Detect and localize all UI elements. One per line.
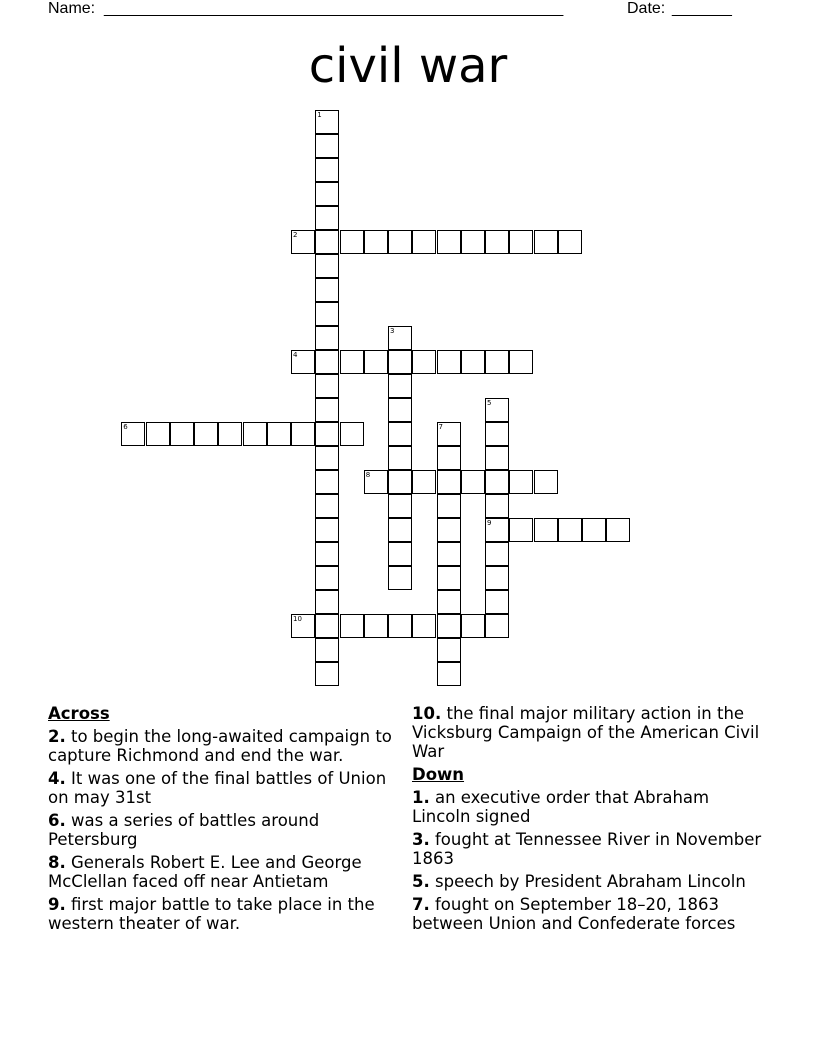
grid-cell[interactable] <box>485 614 509 638</box>
grid-cell[interactable] <box>412 230 436 254</box>
grid-cell[interactable] <box>364 350 388 374</box>
grid-cell[interactable] <box>485 470 509 494</box>
grid-cell[interactable] <box>315 542 339 566</box>
cell-number: 5 <box>487 399 492 407</box>
grid-cell[interactable] <box>485 350 509 374</box>
grid-cell[interactable] <box>315 230 339 254</box>
grid-cell[interactable] <box>437 542 461 566</box>
page-title: civil war <box>308 38 508 94</box>
date-label: Date: <box>627 0 666 17</box>
grid-cell[interactable] <box>412 350 436 374</box>
grid-cell[interactable] <box>388 470 412 494</box>
grid-cell[interactable] <box>121 422 145 446</box>
grid-cell[interactable] <box>388 350 412 374</box>
grid-cell[interactable] <box>315 662 339 686</box>
clue-text: to begin the long-awaited campaign to capture Richmond and end the war. <box>48 727 392 765</box>
grid-cell[interactable] <box>388 518 412 542</box>
grid-cell[interactable] <box>291 614 315 638</box>
cell-number: 8 <box>365 471 371 479</box>
grid-cell[interactable] <box>485 422 509 446</box>
clue-text: fought on September 18–20, 1863 between Union and Confederate forces <box>412 895 736 933</box>
grid-cell[interactable] <box>509 350 533 374</box>
grid-cell[interactable] <box>461 350 485 374</box>
clues-right-column <box>412 704 772 937</box>
grid-cell[interactable] <box>437 470 461 494</box>
grid-cell[interactable] <box>315 566 339 590</box>
grid-cell[interactable] <box>437 494 461 518</box>
clue-number: 1. <box>412 788 430 807</box>
grid-cell[interactable] <box>388 374 412 398</box>
grid-cell[interactable] <box>437 638 461 662</box>
name-label: Name: <box>48 0 96 17</box>
grid-cell[interactable] <box>485 518 509 542</box>
grid-cell[interactable] <box>315 518 339 542</box>
clue-text: was a series of battles around Petersburg <box>48 811 320 849</box>
clue-number: 5. <box>412 872 430 891</box>
cell-number: 2 <box>293 231 298 239</box>
grid-cell[interactable] <box>315 398 339 422</box>
clue-text: the final major military action in the Vicksburg Campaign of the American Civil War <box>412 704 760 761</box>
cell-number: 3 <box>390 327 395 335</box>
clue-text: speech by President Abraham Lincoln <box>429 872 746 891</box>
grid-cell[interactable] <box>437 230 461 254</box>
clue-number: 4. <box>48 769 66 788</box>
date-line[interactable]: _______ <box>672 0 732 17</box>
name-line[interactable]: ______________________________________________________ <box>104 0 563 17</box>
clue-item <box>412 830 772 868</box>
grid-cell[interactable] <box>315 206 339 230</box>
grid-cell[interactable] <box>315 254 339 278</box>
grid-cell[interactable] <box>485 566 509 590</box>
grid-cell[interactable] <box>485 590 509 614</box>
grid-cell[interactable] <box>291 422 315 446</box>
clue-text: fought at Tennessee River in November 1863 <box>412 830 762 868</box>
grid-cell[interactable] <box>146 422 170 446</box>
clue-item <box>48 769 408 807</box>
cell-number: 6 <box>123 423 128 431</box>
grid-cell[interactable] <box>461 614 485 638</box>
grid-cell[interactable] <box>388 542 412 566</box>
grid-cell[interactable] <box>315 590 339 614</box>
cell-number: 4 <box>293 351 298 359</box>
across-clue-list <box>48 727 408 933</box>
grid-cell[interactable] <box>315 110 339 134</box>
clue-item <box>412 895 772 933</box>
clue-text: Generals Robert E. Lee and George McClellan faced off near Antietam <box>48 853 362 891</box>
grid-cell[interactable] <box>315 614 339 638</box>
clue-number: 9. <box>48 895 66 914</box>
cell-number: 7 <box>438 423 443 431</box>
grid-cell[interactable] <box>534 470 558 494</box>
grid-cell[interactable] <box>606 518 630 542</box>
grid-cell[interactable] <box>534 230 558 254</box>
cell-number: 1 <box>317 111 322 119</box>
cell-number: 10 <box>293 615 302 623</box>
grid-cell[interactable] <box>437 446 461 470</box>
clue-item <box>412 704 772 761</box>
clue-item <box>48 895 408 933</box>
grid-cell[interactable] <box>291 230 315 254</box>
clue-item <box>412 872 772 891</box>
grid-cell[interactable] <box>315 278 339 302</box>
grid-cell[interactable] <box>315 494 339 518</box>
grid-cell[interactable] <box>485 494 509 518</box>
grid-cell[interactable] <box>485 542 509 566</box>
grid-cell[interactable] <box>437 566 461 590</box>
grid-cell[interactable] <box>315 350 339 374</box>
grid-cell[interactable] <box>315 446 339 470</box>
clue-number: 8. <box>48 853 66 872</box>
clues-left-column <box>48 704 408 937</box>
grid-cell[interactable] <box>412 470 436 494</box>
grid-cell[interactable] <box>315 134 339 158</box>
grid-cell[interactable] <box>437 614 461 638</box>
grid-cell[interactable] <box>485 230 509 254</box>
clue-number: 3. <box>412 830 430 849</box>
grid-cell[interactable] <box>315 374 339 398</box>
clue-number: 7. <box>412 895 430 914</box>
grid-cell[interactable] <box>340 350 364 374</box>
grid-cell[interactable] <box>364 470 388 494</box>
grid-cell[interactable] <box>509 470 533 494</box>
grid-cell[interactable] <box>388 422 412 446</box>
grid-cell[interactable] <box>267 422 291 446</box>
grid-cell[interactable] <box>461 470 485 494</box>
grid-cell[interactable] <box>340 230 364 254</box>
grid-cell[interactable] <box>582 518 606 542</box>
grid-cell[interactable] <box>388 614 412 638</box>
down-heading: Down <box>412 765 465 784</box>
grid-cell[interactable] <box>315 326 339 350</box>
grid-cell[interactable] <box>388 446 412 470</box>
grid-cell[interactable] <box>388 398 412 422</box>
clue-number: 2. <box>48 727 66 746</box>
grid-cell[interactable] <box>364 614 388 638</box>
grid-cell[interactable] <box>388 566 412 590</box>
grid-cell[interactable] <box>412 614 436 638</box>
grid-cell[interactable] <box>437 662 461 686</box>
grid-cell[interactable] <box>437 590 461 614</box>
grid-cell[interactable] <box>364 230 388 254</box>
cell-number: 9 <box>487 519 492 527</box>
grid-cell[interactable] <box>461 230 485 254</box>
grid-cell[interactable] <box>170 422 194 446</box>
across-heading: Across <box>48 704 110 723</box>
grid-cell[interactable] <box>291 350 315 374</box>
grid-cell[interactable] <box>485 398 509 422</box>
across-clue-list-continued <box>412 704 772 761</box>
clue-item <box>48 811 408 849</box>
grid-cell[interactable] <box>509 518 533 542</box>
grid-cell[interactable] <box>315 638 339 662</box>
clue-item <box>48 727 408 765</box>
clue-item <box>412 788 772 826</box>
grid-cell[interactable] <box>340 614 364 638</box>
grid-cell[interactable] <box>243 422 267 446</box>
grid-cell[interactable] <box>509 230 533 254</box>
down-clue-list <box>412 788 772 933</box>
grid-cell[interactable] <box>315 182 339 206</box>
clue-number: 6. <box>48 811 66 830</box>
grid-cell[interactable] <box>437 518 461 542</box>
grid-cell[interactable] <box>315 470 339 494</box>
grid-cell[interactable] <box>388 326 412 350</box>
grid-cell[interactable] <box>340 422 364 446</box>
grid-cell[interactable] <box>218 422 242 446</box>
clue-text: an executive order that Abraham Lincoln signed <box>412 788 710 826</box>
grid-cell[interactable] <box>437 422 461 446</box>
grid-cell[interactable] <box>315 302 339 326</box>
grid-cell[interactable] <box>437 350 461 374</box>
clue-number: 10. <box>412 704 442 723</box>
grid-cell[interactable] <box>388 494 412 518</box>
grid-cell[interactable] <box>558 230 582 254</box>
grid-cell[interactable] <box>558 518 582 542</box>
grid-cell[interactable] <box>388 230 412 254</box>
clue-text: It was one of the final battles of Union on may 31st <box>48 769 387 807</box>
grid-cell[interactable] <box>315 158 339 182</box>
grid-cell[interactable] <box>534 518 558 542</box>
grid-cell[interactable] <box>194 422 218 446</box>
grid-cell[interactable] <box>315 422 339 446</box>
clue-item <box>48 853 408 891</box>
clue-text: first major battle to take place in the western theater of war. <box>48 895 375 933</box>
grid-cell[interactable] <box>485 446 509 470</box>
